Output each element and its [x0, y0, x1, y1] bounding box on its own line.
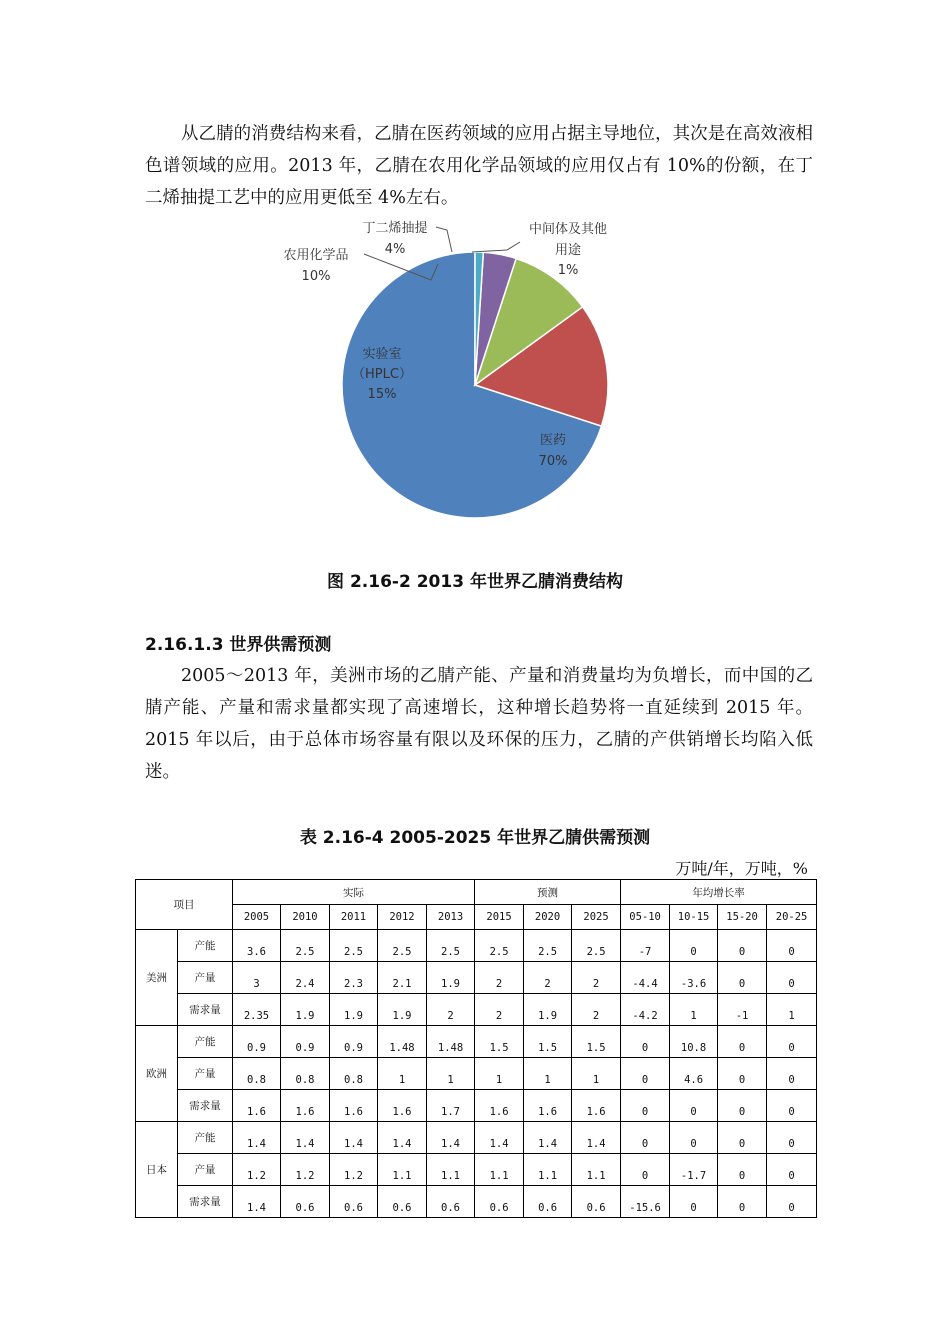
value-cell: 1	[572, 1058, 621, 1090]
value-cell: 2	[475, 994, 524, 1026]
indicator-cell: 产量	[178, 962, 233, 994]
value-cell: 2	[475, 962, 524, 994]
value-cell: 0.9	[281, 1026, 330, 1058]
value-cell: 1.4	[475, 1122, 524, 1154]
value-cell: 0.8	[233, 1058, 281, 1090]
value-cell: 1.6	[572, 1090, 621, 1122]
value-cell: 2	[524, 962, 572, 994]
value-cell: 1.9	[524, 994, 572, 1026]
slice-pct-agro: 10%	[301, 269, 331, 284]
slice-label-medicine: 医药	[539, 433, 567, 448]
pie-chart	[260, 212, 680, 532]
value-cell: 0.6	[378, 1186, 427, 1218]
value-cell: 4.6	[670, 1058, 718, 1090]
value-cell: 1.1	[378, 1154, 427, 1186]
table-row	[136, 994, 817, 1026]
table-row	[136, 962, 817, 994]
value-cell: 0	[767, 1058, 817, 1090]
value-cell: 2.3	[330, 962, 378, 994]
supply-demand-table	[135, 879, 817, 1218]
value-cell: 1.5	[524, 1026, 572, 1058]
value-cell: 1.4	[524, 1122, 572, 1154]
value-cell: 0.6	[281, 1186, 330, 1218]
value-cell: 0.6	[475, 1186, 524, 1218]
value-cell: 2.5	[427, 930, 475, 962]
value-cell: 0	[718, 930, 767, 962]
slice-label-agro: 农用化学品	[283, 248, 349, 263]
header-year: 2010	[281, 905, 330, 930]
value-cell: 2.35	[233, 994, 281, 1026]
value-cell: 1.48	[378, 1026, 427, 1058]
slice-pct-butadiene: 4%	[384, 242, 406, 257]
value-cell: 0.8	[330, 1058, 378, 1090]
value-cell: 1.4	[233, 1122, 281, 1154]
header-group-growth: 年均增长率	[621, 880, 817, 905]
indicator-cell: 需求量	[178, 1186, 233, 1218]
value-cell: 3.6	[233, 930, 281, 962]
value-cell: 1	[427, 1058, 475, 1090]
value-cell: 0	[767, 1026, 817, 1058]
header-year: 2015	[475, 905, 524, 930]
indicator-cell: 产能	[178, 1122, 233, 1154]
value-cell: 0	[621, 1154, 670, 1186]
value-cell: 0	[718, 1090, 767, 1122]
section-heading: 2.16.1.3 世界供需预测	[145, 635, 332, 655]
header-year: 10-15	[670, 905, 718, 930]
value-cell: 0	[621, 1122, 670, 1154]
table-row	[136, 1090, 817, 1122]
value-cell: 1	[670, 994, 718, 1026]
value-cell: 0	[621, 1026, 670, 1058]
value-cell: 0	[670, 1186, 718, 1218]
value-cell: 1.1	[475, 1154, 524, 1186]
value-cell: 1.4	[378, 1122, 427, 1154]
value-cell: 2.1	[378, 962, 427, 994]
value-cell: 0.6	[572, 1186, 621, 1218]
value-cell: 0	[718, 1154, 767, 1186]
value-cell: 1.1	[524, 1154, 572, 1186]
value-cell: 1.4	[281, 1122, 330, 1154]
table-row	[136, 1186, 817, 1218]
table-row	[136, 1122, 817, 1154]
value-cell: -4.4	[621, 962, 670, 994]
value-cell: 1	[378, 1058, 427, 1090]
value-cell: 0	[670, 1090, 718, 1122]
slice-label-butadiene: 丁二烯抽提	[362, 221, 428, 236]
slice-pct-intermediate: 1%	[557, 263, 579, 278]
indicator-cell: 需求量	[178, 1090, 233, 1122]
value-cell: 0	[767, 1154, 817, 1186]
indicator-cell: 需求量	[178, 994, 233, 1026]
header-year: 2013	[427, 905, 475, 930]
value-cell: 2.5	[330, 930, 378, 962]
slice-label-intermediate: 中间体及其他	[528, 222, 608, 237]
value-cell: 10.8	[670, 1026, 718, 1058]
value-cell: 0	[670, 1122, 718, 1154]
indicator-cell: 产能	[178, 1026, 233, 1058]
value-cell: 1.7	[427, 1090, 475, 1122]
value-cell: 1.2	[281, 1154, 330, 1186]
value-cell: 1.4	[572, 1122, 621, 1154]
value-cell: 0.6	[330, 1186, 378, 1218]
value-cell: 1.6	[233, 1090, 281, 1122]
value-cell: 1.6	[281, 1090, 330, 1122]
table-row	[136, 1058, 817, 1090]
slice-label-lab: 实验室	[362, 347, 402, 362]
paragraph-consumption-structure: 从乙腈的消费结构来看，乙腈在医药领域的应用占据主导地位，其次是在高效液相色谱领域的应用。2013 年，乙腈在农用化学品领域的应用仅占有 10%的份额，在丁二烯抽提工艺中的应用更低至 4%左右。	[145, 124, 813, 208]
value-cell: 2.4	[281, 962, 330, 994]
value-cell: -3.6	[670, 962, 718, 994]
value-cell: 2	[427, 994, 475, 1026]
value-cell: 1.48	[427, 1026, 475, 1058]
value-cell: 0.9	[233, 1026, 281, 1058]
value-cell: 1.4	[427, 1122, 475, 1154]
table-unit: 万吨/年，万吨，%	[675, 859, 808, 878]
region-cell: 日本	[136, 1122, 178, 1218]
value-cell: 0	[718, 1026, 767, 1058]
value-cell: 0.9	[330, 1026, 378, 1058]
region-cell: 欧洲	[136, 1026, 178, 1122]
value-cell: 1.6	[475, 1090, 524, 1122]
value-cell: 1.6	[524, 1090, 572, 1122]
value-cell: 1.9	[330, 994, 378, 1026]
region-cell: 美洲	[136, 930, 178, 1026]
value-cell: 2.5	[572, 930, 621, 962]
header-year: 2012	[378, 905, 427, 930]
header-year: 2020	[524, 905, 572, 930]
value-cell: 2.5	[378, 930, 427, 962]
value-cell: 0.8	[281, 1058, 330, 1090]
header-year: 2011	[330, 905, 378, 930]
value-cell: 1.6	[378, 1090, 427, 1122]
value-cell: 1.9	[281, 994, 330, 1026]
value-cell: 2.5	[475, 930, 524, 962]
table-row	[136, 1154, 817, 1186]
value-cell: 1.2	[233, 1154, 281, 1186]
table-row	[136, 1026, 817, 1058]
value-cell: 0.6	[427, 1186, 475, 1218]
value-cell: 1.4	[233, 1186, 281, 1218]
table-caption: 表 2.16-4 2005-2025 年世界乙腈供需预测	[299, 828, 651, 848]
value-cell: 0	[767, 1090, 817, 1122]
value-cell: 0	[670, 930, 718, 962]
value-cell: 0	[718, 1058, 767, 1090]
value-cell: 1.2	[330, 1154, 378, 1186]
value-cell: 1.9	[427, 962, 475, 994]
figure-caption: 图 2.16-2 2013 年世界乙腈消费结构	[327, 572, 623, 592]
value-cell: 2.5	[524, 930, 572, 962]
value-cell: 1	[475, 1058, 524, 1090]
indicator-cell: 产量	[178, 1154, 233, 1186]
value-cell: 1.4	[330, 1122, 378, 1154]
header-group-forecast: 预测	[475, 880, 621, 905]
value-cell: 2	[572, 962, 621, 994]
pie-slices	[342, 252, 608, 518]
value-cell: 0	[718, 1122, 767, 1154]
table-row	[136, 930, 817, 962]
value-cell: 1.5	[572, 1026, 621, 1058]
header-year: 15-20	[718, 905, 767, 930]
value-cell: 1.1	[572, 1154, 621, 1186]
value-cell: 0	[718, 1186, 767, 1218]
value-cell: 0	[767, 1186, 817, 1218]
slice-pct-lab: 15%	[367, 387, 397, 402]
header-year: 2005	[233, 905, 281, 930]
value-cell: 1	[524, 1058, 572, 1090]
header-item: 项目	[136, 880, 233, 930]
indicator-cell: 产能	[178, 930, 233, 962]
paragraph-forecast: 2005～2013 年，美洲市场的乙腈产能、产量和消费量均为负增长，而中国的乙腈产能、产量和需求量都实现了高速增长，这种增长趋势将一直延续到 2015 年。2015 年以后，由于总体市场容量有限以及环保的压力，乙腈的产供销增长均陷入低迷。	[145, 666, 813, 782]
header-year: 05-10	[621, 905, 670, 930]
value-cell: 0	[767, 962, 817, 994]
value-cell: 0	[621, 1090, 670, 1122]
value-cell: 0.6	[524, 1186, 572, 1218]
indicator-cell: 产量	[178, 1058, 233, 1090]
header-year: 20-25	[767, 905, 817, 930]
value-cell: 1.1	[427, 1154, 475, 1186]
value-cell: 0	[767, 1122, 817, 1154]
value-cell: -1.7	[670, 1154, 718, 1186]
slice-pct-medicine: 70%	[538, 454, 568, 469]
value-cell: -15.6	[621, 1186, 670, 1218]
value-cell: 2.5	[281, 930, 330, 962]
value-cell: 1	[767, 994, 817, 1026]
slice-label-intermediate-2: 用途	[554, 243, 582, 258]
value-cell: 1.9	[378, 994, 427, 1026]
value-cell: 1.6	[330, 1090, 378, 1122]
slice-label-lab-hplc: （HPLC）	[352, 367, 412, 382]
header-year: 2025	[572, 905, 621, 930]
value-cell: -7	[621, 930, 670, 962]
value-cell: 3	[233, 962, 281, 994]
value-cell: 0	[718, 962, 767, 994]
value-cell: 2	[572, 994, 621, 1026]
value-cell: 0	[767, 930, 817, 962]
value-cell: 0	[621, 1058, 670, 1090]
value-cell: -1	[718, 994, 767, 1026]
header-group-actual: 实际	[233, 880, 475, 905]
value-cell: 1.5	[475, 1026, 524, 1058]
value-cell: -4.2	[621, 994, 670, 1026]
